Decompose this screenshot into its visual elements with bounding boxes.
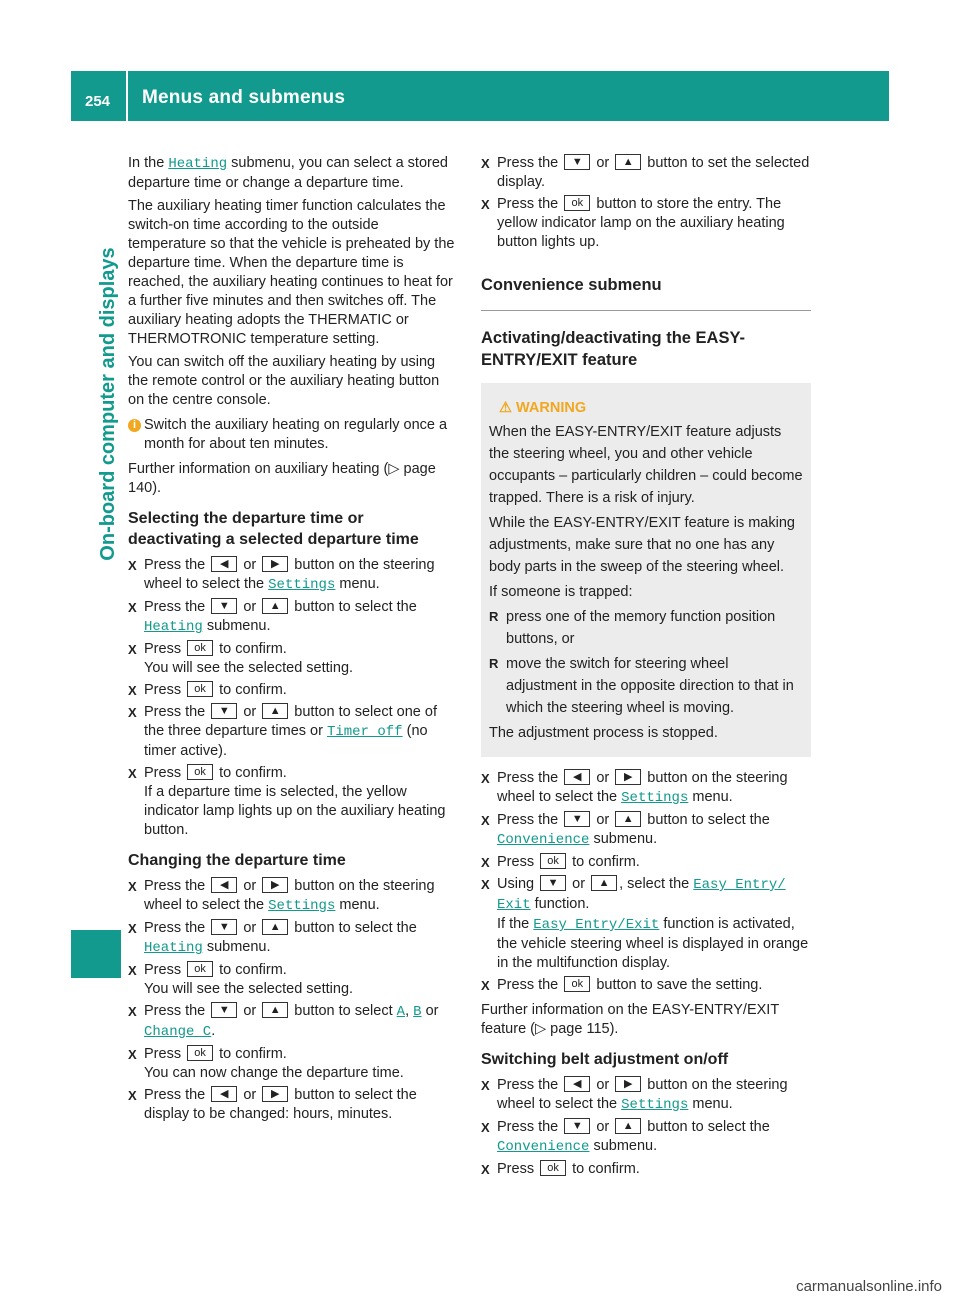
warning-icon: ⚠ bbox=[499, 400, 512, 416]
down-arrow-key-icon: ▼ bbox=[564, 1118, 590, 1134]
step-item: X Press the ▼ or ▲ button to select one of the three departure times or Timer off (no timer active). bbox=[128, 703, 459, 761]
further-info-easy-entry: Further information on the EASY-ENTRY/EXIT feature (▷ page 115). bbox=[481, 1002, 779, 1037]
chapter-sidebar bbox=[71, 121, 121, 1223]
section-rule bbox=[481, 310, 811, 311]
step-item: X Press ok to confirm. bbox=[481, 1160, 811, 1179]
down-arrow-key-icon: ▼ bbox=[540, 875, 566, 891]
step-item: X Press ok to confirm. bbox=[481, 853, 811, 872]
step-item: X Press ok to confirm. You will see the selected setting. bbox=[128, 640, 459, 678]
option-b-keyword: B bbox=[413, 1004, 422, 1020]
left-arrow-key-icon: ◀ bbox=[211, 556, 237, 572]
page-header bbox=[71, 71, 889, 121]
page-title: Menus and submenus bbox=[142, 87, 346, 108]
intro-paragraph-3: You can switch off the auxiliary heating by using the remote control or the auxiliary heating button on the centre console. bbox=[128, 354, 440, 408]
ok-key-icon: ok bbox=[564, 195, 590, 211]
info-note: i Switch the auxiliary heating on regularly once a month for about ten minutes. bbox=[128, 416, 459, 454]
step-item: X Press the ▼ or ▲ button to select the Heating submenu. bbox=[128, 919, 459, 958]
intro-paragraph-2: The auxiliary heating timer function calculates the switch-on time according to the outside temperature so that the vehicle is preheated by the departure time. When the departure time is reached, the auxiliary heating continues to heat for a further five minutes and then switches off. The auxiliary heating adopts the THERMATIC or THERMOTRONIC temperature setting. bbox=[128, 198, 455, 347]
ok-key-icon: ok bbox=[564, 976, 590, 992]
timer-off-keyword: Timer off bbox=[326, 724, 403, 740]
step-item: X Press ok to confirm. bbox=[128, 681, 459, 700]
heading-belt-adjustment: Switching belt adjustment on/off bbox=[481, 1051, 729, 1068]
up-arrow-key-icon: ▲ bbox=[591, 875, 617, 891]
settings-keyword: Settings bbox=[621, 1097, 689, 1113]
ok-key-icon: ok bbox=[187, 764, 213, 780]
ok-key-icon: ok bbox=[187, 961, 213, 977]
chapter-title: On-board computer and displays bbox=[97, 247, 119, 561]
step-item: X Press the ◀ or ▶ button on the steering wheel to select the Settings menu. bbox=[481, 769, 811, 808]
warning-bullet: R press one of the memory function position buttons, or bbox=[489, 606, 803, 650]
info-icon: i bbox=[128, 419, 141, 432]
step-item: X Press ok to confirm. If a departure time is selected, the yellow indicator lamp lights up on the auxiliary heating button. bbox=[128, 764, 459, 840]
footer-watermark: carmanualsonline.info bbox=[796, 1278, 942, 1295]
heating-keyword: Heating bbox=[168, 156, 228, 172]
warning-bullet: R move the switch for steering wheel adjustment in the opposite direction to that in which the steering wheel is moving. bbox=[489, 653, 803, 719]
step-item: X Press the ◀ or ▶ button on the steering wheel to select the Settings menu. bbox=[128, 877, 459, 916]
chapter-tab-marker bbox=[71, 930, 121, 978]
step-item: X Press the ▼ or ▲ button to select the Convenience submenu. bbox=[481, 811, 811, 850]
down-arrow-key-icon: ▼ bbox=[211, 919, 237, 935]
up-arrow-key-icon: ▲ bbox=[615, 1118, 641, 1134]
step-item: X Press the ▼ or ▲ button to set the selected display. bbox=[481, 154, 811, 192]
up-arrow-key-icon: ▲ bbox=[615, 154, 641, 170]
right-arrow-key-icon: ▶ bbox=[262, 1086, 288, 1102]
heading-select-departure: Selecting the departure time or deactivating a selected departure time bbox=[128, 510, 419, 548]
up-arrow-key-icon: ▲ bbox=[262, 598, 288, 614]
down-arrow-key-icon: ▼ bbox=[564, 811, 590, 827]
right-arrow-key-icon: ▶ bbox=[615, 769, 641, 785]
step-item: X Press the ◀ or ▶ button on the steering wheel to select the Settings menu. bbox=[481, 1076, 811, 1115]
left-arrow-key-icon: ◀ bbox=[564, 769, 590, 785]
settings-keyword: Settings bbox=[268, 898, 336, 914]
right-arrow-key-icon: ▶ bbox=[262, 877, 288, 893]
easy-entry-keyword: Easy Entry/ bbox=[693, 877, 786, 893]
up-arrow-key-icon: ▲ bbox=[262, 703, 288, 719]
heating-keyword: Heating bbox=[144, 940, 203, 956]
page-number: 254 bbox=[85, 93, 111, 110]
warning-box: ⚠ WARNING When the EASY-ENTRY/EXIT feature adjusts the steering wheel, you and other vehicle occupants – particularly children – could become trapped. There is a risk of injury. While the EASY-ENTRY/EXIT feature is making adjustments, make sure that no one has any body parts in the sweep of the steering wheel. If someone is trapped: R press one of the memory function position buttons, or R move the switch for steering wheel adjustment in the opposite direction to that in which the steering wheel is moving. The adjustment process is stopped. bbox=[481, 383, 811, 757]
ok-key-icon: ok bbox=[187, 640, 213, 656]
right-arrow-key-icon: ▶ bbox=[262, 556, 288, 572]
up-arrow-key-icon: ▲ bbox=[615, 811, 641, 827]
further-info: Further information on auxiliary heating (▷ page 140). bbox=[128, 461, 436, 496]
heading-convenience-submenu: Convenience submenu bbox=[481, 276, 662, 294]
down-arrow-key-icon: ▼ bbox=[564, 154, 590, 170]
warning-title: ⚠ WARNING bbox=[499, 400, 587, 416]
down-arrow-key-icon: ▼ bbox=[211, 703, 237, 719]
settings-keyword: Settings bbox=[621, 790, 689, 806]
step-item: X Press the ◀ or ▶ button to select the display to be changed: hours, minutes. bbox=[128, 1086, 459, 1124]
heating-keyword: Heating bbox=[144, 619, 203, 635]
left-arrow-key-icon: ◀ bbox=[211, 1086, 237, 1102]
heading-change-departure: Changing the departure time bbox=[128, 852, 346, 869]
ok-key-icon: ok bbox=[540, 853, 566, 869]
convenience-keyword: Convenience bbox=[497, 1139, 590, 1155]
ok-key-icon: ok bbox=[540, 1160, 566, 1176]
step-item: X Press ok to confirm. You will see the selected setting. bbox=[128, 961, 459, 999]
intro-paragraph-1: In the Heating submenu, you can select a stored departure time or change a departure time. bbox=[128, 155, 448, 191]
down-arrow-key-icon: ▼ bbox=[211, 1002, 237, 1018]
left-arrow-key-icon: ◀ bbox=[211, 877, 237, 893]
step-item: X Press the ok button to save the setting. bbox=[481, 976, 811, 995]
up-arrow-key-icon: ▲ bbox=[262, 919, 288, 935]
step-item: X Press the ▼ or ▲ button to select the Convenience submenu. bbox=[481, 1118, 811, 1157]
heading-easy-entry: Activating/deactivating the EASY-ENTRY/EXIT feature bbox=[481, 329, 746, 369]
down-arrow-key-icon: ▼ bbox=[211, 598, 237, 614]
right-column bbox=[481, 154, 811, 1182]
exit-keyword: Exit bbox=[497, 897, 531, 913]
left-arrow-key-icon: ◀ bbox=[564, 1076, 590, 1092]
ok-key-icon: ok bbox=[187, 681, 213, 697]
step-item: X Press the ok button to store the entry. The yellow indicator lamp on the auxiliary heating button lights up. bbox=[481, 195, 811, 252]
easy-entry-exit-keyword: Easy Entry/Exit bbox=[533, 917, 660, 933]
settings-keyword: Settings bbox=[268, 577, 336, 593]
step-item: X Press ok to confirm. You can now change the departure time. bbox=[128, 1045, 459, 1083]
change-c-keyword: Change C bbox=[144, 1024, 212, 1040]
up-arrow-key-icon: ▲ bbox=[262, 1002, 288, 1018]
step-item: X Press the ▼ or ▲ button to select the Heating submenu. bbox=[128, 598, 459, 637]
right-arrow-key-icon: ▶ bbox=[615, 1076, 641, 1092]
step-item: X Press the ◀ or ▶ button on the steering wheel to select the Settings menu. bbox=[128, 556, 459, 595]
convenience-keyword: Convenience bbox=[497, 832, 590, 848]
ok-key-icon: ok bbox=[187, 1045, 213, 1061]
left-column bbox=[128, 154, 459, 1127]
header-divider bbox=[126, 71, 128, 121]
step-item: X Press the ▼ or ▲ button to select A, B or Change C. bbox=[128, 1002, 459, 1042]
option-a-keyword: A bbox=[396, 1004, 406, 1020]
step-item: X Using ▼ or ▲ , select the Easy Entry/ Exit function. If the Easy Entry/Exit function is activated, the vehicle steering wheel is displayed in orange in the multifunction display. bbox=[481, 875, 811, 973]
